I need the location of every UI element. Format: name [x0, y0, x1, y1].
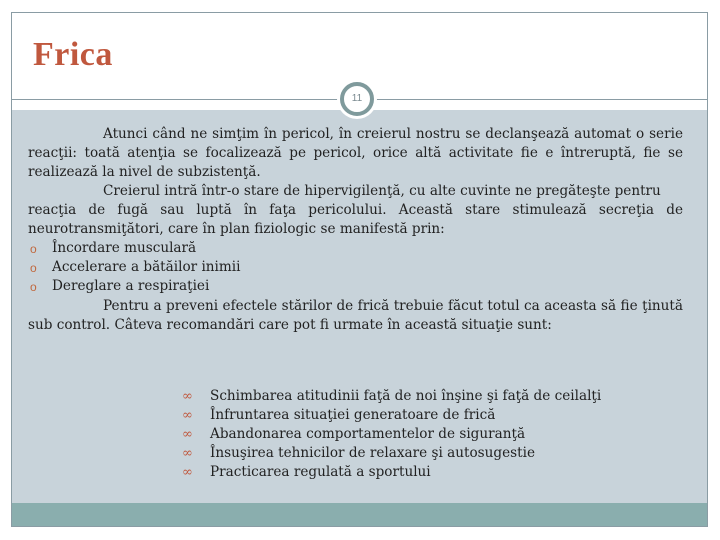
recommendation-item: Însuşirea tehnicilor de relaxare şi autosugestie [210, 445, 535, 461]
bullet-icon: ∞ [182, 408, 193, 423]
paragraph-line: neurotransmiţători, care în plan fiziologic se manifestă prin: [28, 221, 445, 237]
paragraph-line: Pentru a preveni efectele stărilor de frică trebuie făcut totul ca aceasta să fie ţinută [103, 298, 683, 314]
symptom-item: Dereglare a respiraţiei [52, 278, 210, 294]
paragraph-line: Atunci când ne simţim în pericol, în creierul nostru se declanşează automat o serie [103, 126, 683, 142]
page-number-badge: 11 [340, 82, 374, 116]
paragraph-line: realizează la nivel de subzistenţă. [28, 164, 261, 180]
paragraph-line: Creierul intră într-o stare de hipervigilenţă, cu alte cuvinte ne pregăteşte pentru [103, 183, 661, 199]
bullet-icon: ∞ [182, 446, 193, 461]
symptom-item: Accelerare a bătăilor inimii [52, 259, 241, 275]
recommendation-item: Înfruntarea situaţiei generatoare de frică [210, 407, 496, 423]
paragraph-line: reacţii: toată atenţia se focalizează pe pericol, orice altă activitate fie e întreruptă, fie se [28, 145, 683, 161]
bullet-icon: o [30, 242, 37, 256]
bullet-icon: o [30, 261, 37, 275]
slide-title: Frica [33, 36, 113, 73]
bullet-icon: ∞ [182, 389, 193, 404]
footer-bar [12, 503, 707, 526]
paragraph-line: sub control. Câteva recomandări care pot fi urmate în această situaţie sunt: [28, 317, 552, 333]
bullet-icon: ∞ [182, 427, 193, 442]
recommendation-item: Abandonarea comportamentelor de siguranţă [210, 426, 526, 442]
symptom-item: Încordare musculară [52, 240, 197, 256]
recommendation-item: Schimbarea atitudinii faţă de noi înşine şi faţă de ceilalţi [210, 388, 602, 404]
bullet-icon: o [30, 280, 37, 294]
paragraph-line: reacţia de fugă sau luptă în faţa pericolului. Această stare stimulează secreţia de [28, 202, 683, 218]
bullet-icon: ∞ [182, 465, 193, 480]
recommendation-item: Practicarea regulată a sportului [210, 464, 431, 480]
